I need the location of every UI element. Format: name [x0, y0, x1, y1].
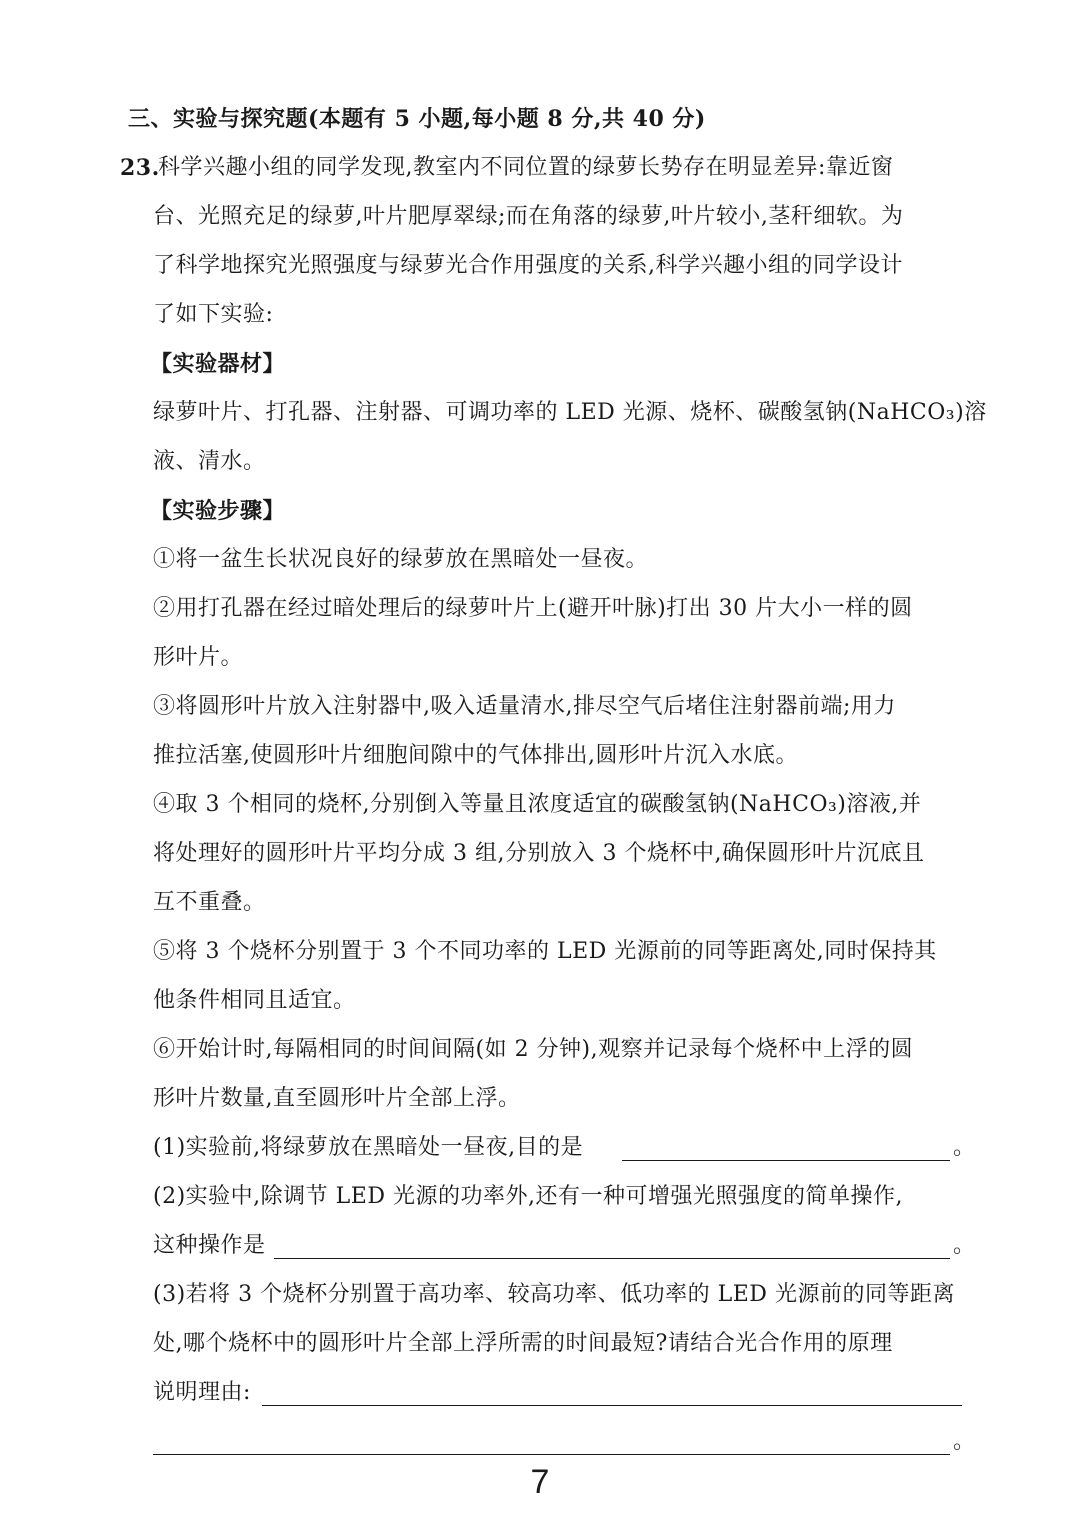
step-6: ⑥开始计时,每隔相同的时间间隔(如 2 分钟),观察并记录每个烧杯中上浮的圆	[153, 1037, 914, 1062]
intro-line: 了科学地探究光照强度与绿萝光合作用强度的关系,科学兴趣小组的同学设计	[153, 253, 903, 278]
answer-blank-1[interactable]	[622, 1160, 950, 1161]
step-6-cont: 形叶片数量,直至圆形叶片全部上浮。	[153, 1086, 521, 1111]
sub-question-3-cont: 处,哪个烧杯中的圆形叶片全部上浮所需的时间最短?请结合光合作用的原理	[153, 1331, 893, 1356]
step-2-cont: 形叶片。	[153, 645, 244, 670]
section-heading: 三、实验与探究题(本题有 5 小题,每小题 8 分,共 40 分)	[128, 106, 706, 132]
period: 。	[953, 1135, 976, 1160]
period: 。	[953, 1429, 976, 1454]
step-5: ⑤将 3 个烧杯分别置于 3 个不同功率的 LED 光源前的同等距离处,同时保持其	[153, 939, 937, 964]
sub-question-1: (1)实验前,将绿萝放在黑暗处一昼夜,目的是	[153, 1135, 584, 1160]
materials-line: 绿萝叶片、打孔器、注射器、可调功率的 LED 光源、烧杯、碳酸氢钠(NaHCO₃)溶	[153, 400, 987, 425]
answer-blank-3b[interactable]	[153, 1454, 950, 1455]
sub-question-3-cont: 说明理由:	[153, 1380, 251, 1405]
answer-blank-3a[interactable]	[262, 1405, 962, 1406]
step-3: ③将圆形叶片放入注射器中,吸入适量清水,排尽空气后堵住注射器前端;用力	[153, 694, 896, 719]
page-number: 7	[530, 1463, 550, 1501]
answer-blank-2[interactable]	[274, 1258, 950, 1259]
question-number: 23.	[120, 155, 160, 181]
steps-heading: 【实验步骤】	[150, 498, 286, 524]
step-1: ①将一盆生长状况良好的绿萝放在黑暗处一昼夜。	[153, 547, 649, 572]
intro-line: 科学兴趣小组的同学发现,教室内不同位置的绿萝长势存在明显差异:靠近窗	[158, 155, 894, 180]
step-5-cont: 他条件相同且适宜。	[153, 988, 356, 1013]
period: 。	[953, 1233, 976, 1258]
step-3-cont: 推拉活塞,使圆形叶片细胞间隙中的气体排出,圆形叶片沉入水底。	[153, 743, 798, 768]
sub-question-2-cont: 这种操作是	[153, 1233, 266, 1258]
step-4: ④取 3 个相同的烧杯,分别倒入等量且浓度适宜的碳酸氢钠(NaHCO₃)溶液,并	[153, 792, 922, 817]
intro-line: 了如下实验:	[153, 302, 274, 327]
materials-line: 液、清水。	[153, 449, 266, 474]
step-4-cont: 互不重叠。	[153, 890, 266, 915]
step-2: ②用打孔器在经过暗处理后的绿萝叶片上(避开叶脉)打出 30 片大小一样的圆	[153, 596, 913, 621]
sub-question-2: (2)实验中,除调节 LED 光源的功率外,还有一种可增强光照强度的简单操作,	[153, 1184, 903, 1209]
intro-line: 台、光照充足的绿萝,叶片肥厚翠绿;而在角落的绿萝,叶片较小,茎秆细软。为	[153, 204, 904, 229]
materials-heading: 【实验器材】	[150, 351, 286, 377]
sub-question-3: (3)若将 3 个烧杯分别置于高功率、较高功率、低功率的 LED 光源前的同等距离	[153, 1282, 955, 1307]
step-4-cont: 将处理好的圆形叶片平均分成 3 组,分别放入 3 个烧杯中,确保圆形叶片沉底且	[153, 841, 925, 866]
